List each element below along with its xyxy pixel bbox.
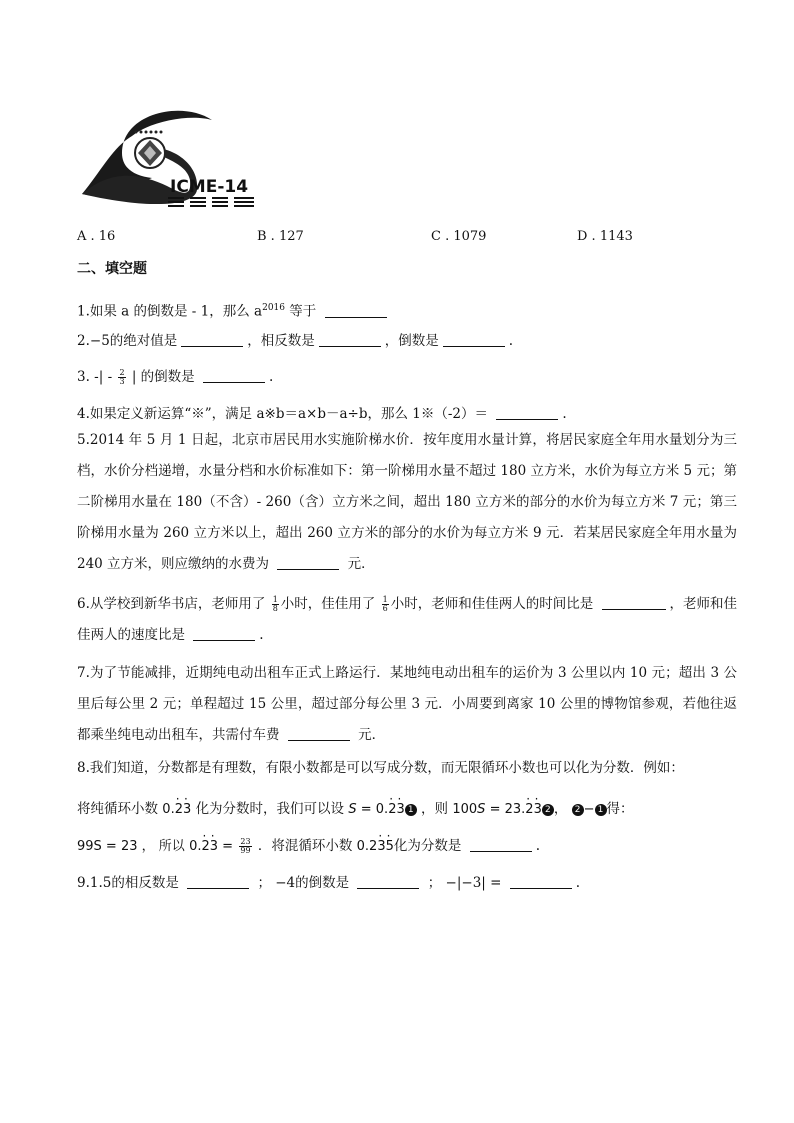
answer-blank[interactable] [288, 726, 350, 741]
section-title: 二、填空题 [77, 261, 147, 277]
q9-text: . [575, 875, 581, 891]
q5-text: 5.2014 年 5 月 1 日起，北京市居民用水实施阶梯水价．按年度用水量计算，将居民家庭全年用水量划分为三档，水价分档递增，水量分档和水价标准如下：第一阶梯用水量不超过 180 立方米，水价为每立方米 5 元；第二阶梯用水量在 180（不含）- 260（含）立方米之间，超出 180 立方米的部分的水价为每立方米 7 元；第三阶梯用水量为 260 立方米以上，超出 260 立方米的部分的水价为每立方米 9 元．若某居民家庭全年用水量为 240 立方米，则应缴纳的水费为 [77, 432, 737, 572]
question-6 [77, 589, 737, 651]
q7-suffix: 元． [358, 727, 386, 743]
math-expression: 2 − 1 [572, 802, 607, 817]
q8-text: ， [553, 801, 568, 817]
question-5 [77, 425, 737, 580]
q8-text: 8.我们知道，分数都是有理数，有限小数都是可以写成分数，而无限循环小数也可以化为分数．例如： [77, 760, 684, 776]
q9-text: ； −4的倒数是 [257, 875, 350, 891]
answer-blank[interactable] [357, 874, 419, 889]
q8-text: ，则 [421, 801, 449, 817]
answer-blank[interactable] [602, 595, 666, 610]
q7-text: 7.为了节能减排，近期纯电动出租车正式上路运行．某地纯电动出租车的运价为 3 公里以内 10 元；超出 3 公里后每公里 2 元；单程超过 15 公里，超过部分每公里 3 元．小周要到离家 10 公里的博物馆参观，若他往返都乘坐纯电动出租车，共需付车费 [77, 665, 737, 743]
math-expression: S = 0.· 2· 3 1 [348, 802, 416, 817]
math-expression: 0.· 2· 3 = [189, 839, 233, 854]
fraction [272, 596, 279, 613]
q8-text: 将纯循环小数 [77, 801, 158, 817]
q2-text: 2.−5的绝对值是 [77, 333, 178, 349]
answer-blank[interactable] [203, 368, 265, 383]
question-7 [77, 658, 737, 751]
q4-text: . [562, 406, 567, 422]
answer-blank[interactable] [277, 555, 339, 570]
question-8-line-2 [77, 799, 634, 820]
q8-text: 化为分数时，我们可以设 [195, 801, 345, 817]
q9-text: ； −|−3| = [427, 875, 502, 891]
icme-logo [82, 108, 262, 213]
q9-text: 9.1.5的相反数是 [77, 875, 179, 891]
fraction [239, 838, 251, 855]
question-2 [77, 331, 513, 351]
q3-text: | 的倒数是 [131, 369, 195, 385]
fraction-num: 23 [240, 837, 251, 846]
choice-b: B . 127 [257, 229, 304, 244]
q2-text: ，倒数是 [384, 333, 439, 349]
q1-exponent: 2016 [262, 303, 285, 313]
answer-blank[interactable] [496, 405, 558, 420]
q1-suffix: 等于 [289, 303, 317, 320]
q8-text: 99S = 23 ， 所以 [77, 839, 185, 854]
fraction-num: 1 [382, 595, 388, 604]
q8-text: 化为分数是 [393, 838, 462, 854]
fraction-den: 8 [272, 604, 278, 613]
fraction-den: 3 [119, 377, 125, 386]
math-expression: 0.· 2· 3 [162, 802, 191, 817]
q5-suffix: 元． [347, 556, 375, 572]
fraction-num: 2 [119, 368, 125, 377]
answer-blank[interactable] [187, 874, 249, 889]
math-expression: 100S = 23.· 2· 3 2 [452, 802, 554, 817]
q1-text: 1.如果 a 的倒数是 - 1，那么 a [77, 303, 263, 320]
q6-text: . [259, 627, 264, 643]
q6-text: 小时，老师和佳佳两人的时间比是 [390, 596, 594, 612]
answer-blank[interactable] [181, 332, 243, 347]
q3-text: 3. -| - [77, 369, 113, 385]
logo-text: ICME-14 [170, 177, 249, 197]
question-1 [77, 298, 391, 322]
q4-text: 4.如果定义新运算“※”，满足 a※b＝a×b－a÷b，那么 1※（-2）＝ [77, 406, 489, 422]
answer-choices [0, 229, 794, 247]
q6-text: 小时，佳佳用了 [280, 596, 376, 612]
question-8-line-3 [77, 836, 540, 857]
answer-blank[interactable] [325, 303, 387, 318]
fraction-num: 1 [272, 595, 278, 604]
q6-text: ，老师和佳佳两人的速度比是 [77, 596, 738, 643]
q8-text: ．将混循环小数 [257, 838, 353, 854]
fraction-den: 99 [240, 846, 251, 855]
answer-blank[interactable] [443, 332, 505, 347]
question-8-line-1 [77, 758, 684, 778]
q8-text: . [535, 838, 540, 854]
q3-text: . [268, 369, 274, 385]
answer-blank[interactable] [193, 626, 255, 641]
choice-d: D . 1143 [577, 229, 633, 244]
question-9 [77, 873, 580, 893]
math-expression: 0.2· 3· 5 [357, 839, 394, 854]
answer-blank[interactable] [510, 874, 572, 889]
fraction-den: 6 [382, 604, 388, 613]
q2-text: ，相反数是 [247, 333, 315, 349]
question-4 [77, 404, 567, 424]
choice-c: C . 1079 [431, 229, 487, 244]
answer-blank[interactable] [319, 332, 381, 347]
question-3 [77, 367, 273, 387]
fraction [118, 369, 125, 386]
answer-blank[interactable] [470, 837, 532, 852]
choice-a: A . 16 [77, 229, 116, 244]
q2-text: . [508, 333, 514, 349]
fraction [382, 596, 389, 613]
q6-text: 6.从学校到新华书店，老师用了 [77, 596, 266, 612]
q8-text: 得： [606, 801, 634, 817]
